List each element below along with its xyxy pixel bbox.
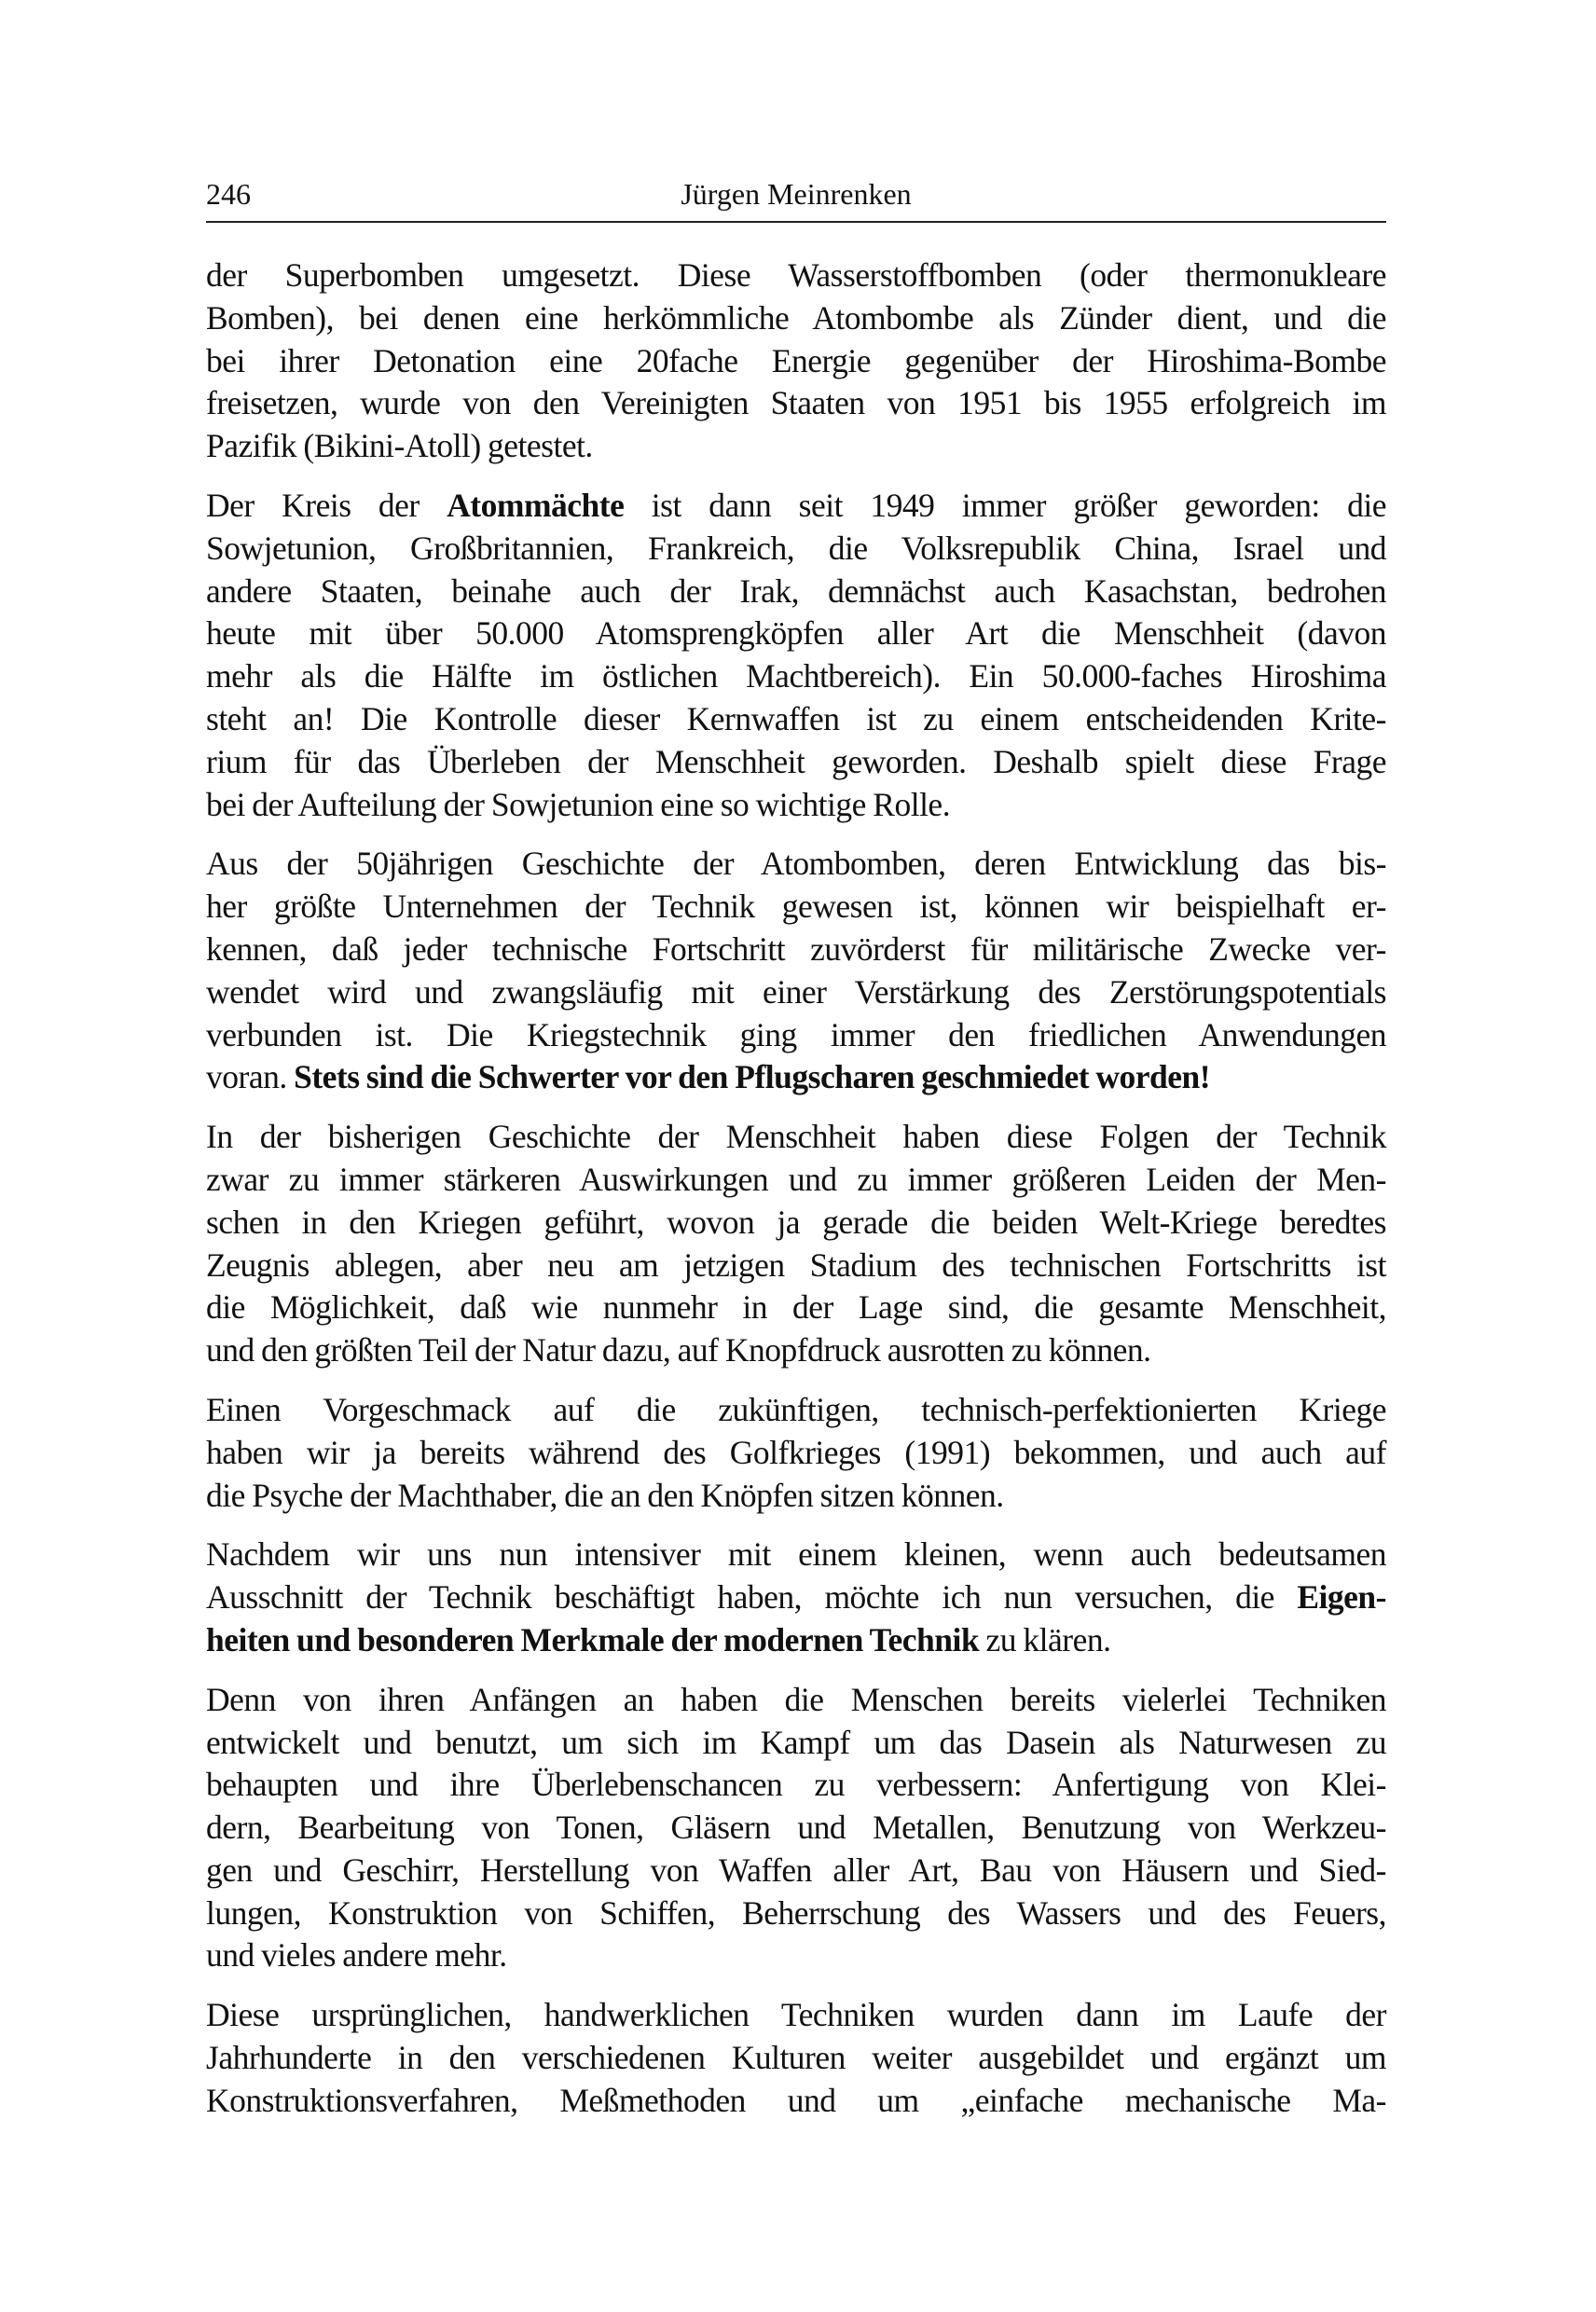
text-line	[206, 1287, 1386, 1329]
text-line	[206, 741, 1386, 784]
text-run: steht an! Die Kontrolle dieser Kernwaffen ist zu einem entscheidenden Krite-	[206, 699, 1386, 737]
text-line	[206, 1576, 1386, 1619]
text-run: und den größten Teil der Natur dazu, auf Knopfdruck ausrotten zu können.	[206, 1331, 1151, 1369]
text-run: Diese ursprünglichen, handwerklichen Techniken wurden dann im Laufe der	[206, 1996, 1386, 2034]
text-run: die Psyche der Machthaber, die an den Knöpfen sitzen können.	[206, 1476, 1004, 1514]
text-line	[206, 1475, 1386, 1518]
text-run: bei ihrer Detonation eine 20fache Energie gegenüber der Hiroshima-Bombe	[206, 341, 1386, 379]
paragraph	[206, 1679, 1386, 1978]
text-line	[206, 1245, 1386, 1287]
text-run: heute mit über 50.000 Atomsprengköpfen aller Art die Menschheit (davon	[206, 614, 1386, 653]
header-rule	[206, 221, 1386, 223]
text-line	[206, 571, 1386, 613]
text-line	[206, 1534, 1386, 1576]
text-run: der Superbomben umgesetzt. Diese Wasserstoffbomben (oder thermonukleare	[206, 256, 1386, 294]
running-head	[206, 175, 1386, 218]
text-run: Der Kreis der	[206, 486, 447, 524]
text-line	[206, 2037, 1386, 2080]
text-run: schen in den Kriegen geführt, wovon ja gerade die beiden Welt-Kriege beredtes	[206, 1203, 1386, 1241]
text-line	[206, 1619, 1386, 1662]
paragraph	[206, 485, 1386, 826]
text-run: haben wir ja bereits während des Golfkrieges (1991) bekommen, und auch auf	[206, 1433, 1386, 1471]
running-head-author: Jürgen Meinrenken	[681, 177, 912, 211]
text-run: Pazifik (Bikini-Atoll) getestet.	[206, 427, 593, 465]
text-line	[206, 255, 1386, 297]
text-run: mehr als die Hälfte im östlichen Machtbereich). Ein 50.000-faches Hiroshima	[206, 657, 1386, 695]
text-run: kennen, daß jeder technische Fortschritt zuvörderst für militärische Zwecke ver-	[206, 929, 1386, 968]
text-run: andere Staaten, beinahe auch der Irak, demnächst auch Kasachstan, bedrohen	[206, 571, 1386, 610]
text-run: Sowjetunion, Großbritannien, Frankreich, die Volksrepublik China, Israel und	[206, 529, 1386, 567]
text-run: bei der Aufteilung der Sowjetunion eine so wichtige Rolle.	[206, 785, 951, 823]
text-line	[206, 1994, 1386, 2037]
paragraph	[206, 1389, 1386, 1517]
bold-text: Eigen-	[1297, 1578, 1386, 1617]
text-line	[206, 340, 1386, 383]
text-line	[206, 784, 1386, 827]
text-run: In der bisherigen Geschichte der Menschheit haben diese Folgen der Technik	[206, 1118, 1386, 1156]
paragraph	[206, 1116, 1386, 1372]
text-line	[206, 971, 1386, 1014]
page-number: 246	[206, 177, 251, 211]
text-run: Konstruktionsverfahren, Meßmethoden und um „einfache mechanische Ma-	[206, 2081, 1386, 2119]
text-run: Denn von ihren Anfängen an haben die Menschen bereits vielerlei Techniken	[206, 1680, 1386, 1718]
text-line	[206, 1722, 1386, 1765]
text-line	[206, 843, 1386, 886]
text-line	[206, 297, 1386, 340]
text-line	[206, 1202, 1386, 1245]
text-run: ist dann seit 1949 immer größer geworden: die	[624, 486, 1386, 524]
text-line	[206, 655, 1386, 698]
text-line	[206, 1934, 1386, 1977]
bold-text: Atommächte	[447, 486, 625, 524]
text-line	[206, 1807, 1386, 1850]
paragraph	[206, 255, 1386, 468]
text-line	[206, 1389, 1386, 1432]
text-line	[206, 1679, 1386, 1722]
body-text	[206, 255, 1386, 2123]
text-run: verbunden ist. Die Kriegstechnik ging immer den friedlichen Anwendungen	[206, 1015, 1386, 1053]
text-line	[206, 929, 1386, 971]
paragraph	[206, 1994, 1386, 2122]
book-page	[206, 175, 1386, 2123]
text-line	[206, 1116, 1386, 1159]
text-line	[206, 382, 1386, 425]
text-run: dern, Bearbeitung von Tonen, Gläsern und Metallen, Benutzung von Werkzeu-	[206, 1809, 1386, 1847]
text-line	[206, 886, 1386, 929]
text-line	[206, 1159, 1386, 1202]
text-run: Einen Vorgeschmack auf die zukünftigen, technisch-perfektionierten Kriege	[206, 1390, 1386, 1428]
text-line	[206, 485, 1386, 528]
text-line	[206, 2080, 1386, 2123]
text-run: Bomben), bei denen eine herkömmliche Atombombe als Zünder dient, und die	[206, 298, 1386, 337]
text-line	[206, 698, 1386, 741]
text-run: zu klären.	[979, 1620, 1111, 1658]
text-run: entwickelt und benutzt, um sich im Kampf um das Dasein als Naturwesen zu	[206, 1723, 1386, 1761]
text-run: gen und Geschirr, Herstellung von Waffen aller Art, Bau von Häusern und Sied-	[206, 1851, 1386, 1889]
text-run: behaupten und ihre Überlebenschancen zu verbessern: Anfertigung von Klei-	[206, 1766, 1386, 1804]
text-run: Ausschnitt der Technik beschäftigt haben, möchte ich nun versuchen, die	[206, 1578, 1298, 1617]
text-line	[206, 612, 1386, 655]
text-run: lungen, Konstruktion von Schiffen, Beherrschung des Wassers und des Feuers,	[206, 1893, 1386, 1932]
text-run: die Möglichkeit, daß wie nunmehr in der Lage sind, die gesamte Menschheit,	[206, 1288, 1386, 1327]
text-run: Aus der 50jährigen Geschichte der Atombomben, deren Entwicklung das bis-	[206, 845, 1386, 883]
text-line	[206, 1329, 1386, 1372]
text-run: Nachdem wir uns nun intensiver mit einem kleinen, wenn auch bedeutsamen	[206, 1535, 1386, 1574]
text-run: und vieles andere mehr.	[206, 1936, 507, 1975]
text-line	[206, 1850, 1386, 1892]
bold-text: heiten und besonderen Merkmale der modernen Technik	[206, 1620, 980, 1658]
text-line	[206, 1056, 1386, 1099]
text-run: Jahrhunderte in den verschiedenen Kulturen weiter ausgebildet und ergänzt um	[206, 2039, 1386, 2077]
text-line	[206, 1892, 1386, 1935]
paragraph	[206, 1534, 1386, 1661]
text-run: zwar zu immer stärkeren Auswirkungen und zu immer größeren Leiden der Men-	[206, 1160, 1386, 1198]
text-run: freisetzen, wurde von den Vereinigten Staaten von 1951 bis 1955 erfolgreich im	[206, 384, 1386, 422]
text-line	[206, 1014, 1386, 1057]
text-run: rium für das Überleben der Menschheit geworden. Deshalb spielt diese Frage	[206, 742, 1386, 780]
text-run: Zeugnis ablegen, aber neu am jetzigen Stadium des technischen Fortschritts ist	[206, 1245, 1386, 1284]
text-run: wendet wird und zwangsläufig mit einer Verstärkung des Zerstörungspotentials	[206, 972, 1386, 1011]
text-run: voran.	[206, 1058, 295, 1096]
text-line	[206, 1432, 1386, 1475]
text-line	[206, 528, 1386, 571]
text-line	[206, 1764, 1386, 1807]
text-run: her größte Unternehmen der Technik gewesen ist, können wir beispielhaft er-	[206, 888, 1386, 926]
text-line	[206, 425, 1386, 468]
paragraph	[206, 843, 1386, 1099]
bold-text: Stets sind die Schwerter vor den Pflugscharen geschmiedet worden!	[294, 1058, 1211, 1096]
